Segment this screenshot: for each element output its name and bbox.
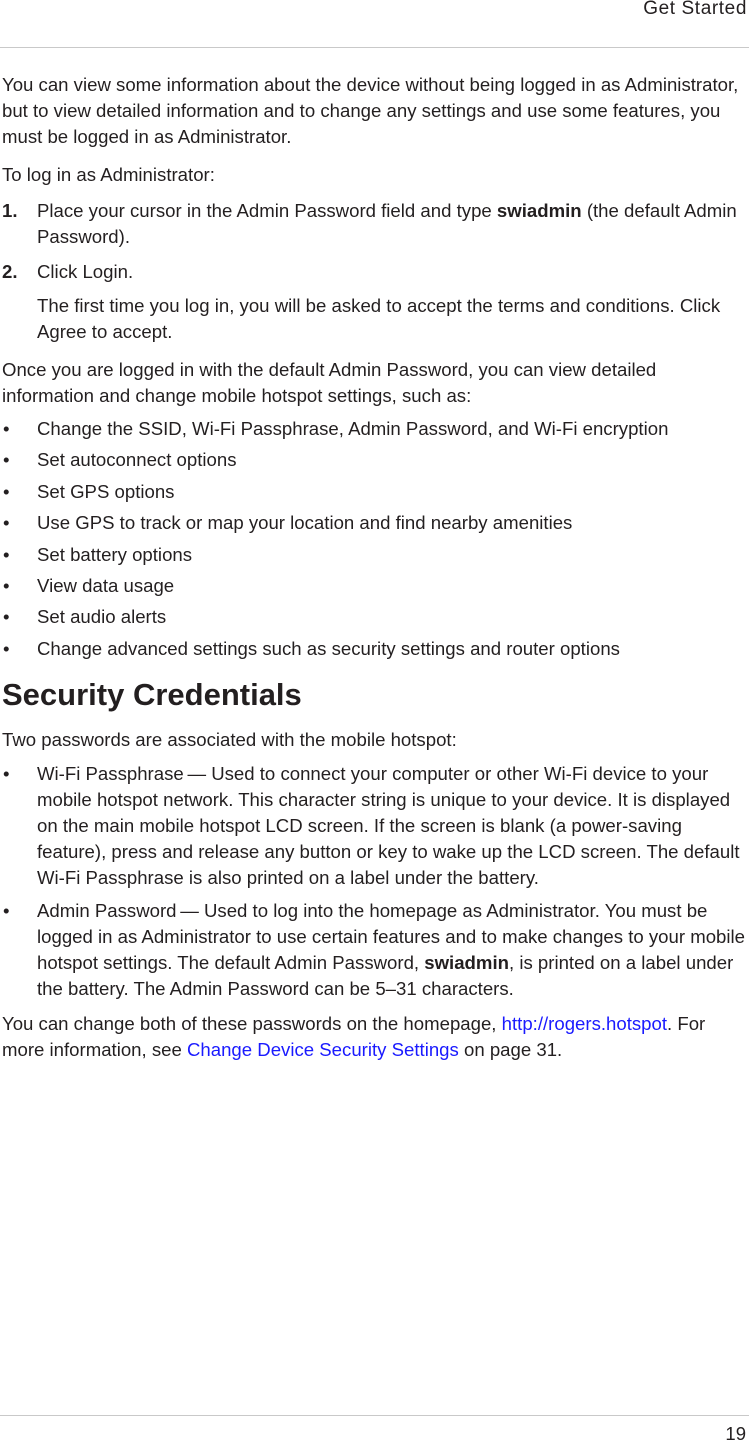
list-item: [2, 636, 747, 662]
bullet: •: [3, 480, 10, 502]
list-item: [2, 542, 747, 568]
outro-paragraph: [2, 1011, 747, 1063]
outro-text: on page 31.: [458, 1038, 563, 1060]
logged-in-intro: Once you are logged in with the default Admin Password, you can view detailed information and change mobile hotspot settings, such as:: [2, 359, 657, 406]
step-2: [2, 259, 747, 285]
default-password: swiadmin: [496, 200, 582, 221]
page-content: [2, 72, 747, 1063]
security-intro: Two passwords are associated with the mobile hotspot:: [2, 728, 457, 750]
list-item-text: Set GPS options: [37, 480, 175, 502]
login-intro: To log in as Administrator:: [2, 164, 215, 185]
intro-paragraph: You can view some information about the device without being logged in as Administrator, but to view detailed information and to change any settings and use some features, you must be logged in as Administrator.: [2, 74, 739, 147]
list-item-text: Change advanced settings such as security settings and router options: [37, 637, 620, 659]
wifi-passphrase-text: Wi-Fi Passphrase — Used to connect your computer or other Wi-Fi device to your mobile hotspot network. This character string is unique to your device. It is displayed on the main mobile hotspot LCD screen. If the screen is blank (a power-saving feature), press and release any button or key to wake up the LCD screen. The default Wi-Fi Passphrase is also printed on a label under the battery.: [37, 762, 740, 888]
step-text: Place your cursor in the Admin Password field and type: [37, 200, 497, 221]
bullet: •: [3, 899, 10, 921]
list-item: [2, 416, 747, 442]
list-item-text: Set autoconnect options: [37, 449, 237, 471]
footer-divider: [0, 1415, 749, 1416]
default-password: swiadmin: [424, 951, 509, 973]
list-item: [2, 510, 747, 536]
step-text: Click Login.: [37, 261, 134, 282]
bullet: •: [3, 637, 10, 659]
outro-text: You can change both of these passwords on the homepage,: [2, 1012, 502, 1034]
list-item-text: Set audio alerts: [37, 606, 167, 628]
step-2-note: The first time you log in, you will be asked to accept the terms and conditions. Click Agree to accept.: [37, 295, 721, 342]
page-number: 19: [725, 1423, 746, 1444]
step-number: 2.: [2, 261, 18, 282]
step-1: [2, 198, 747, 250]
bullet: •: [3, 543, 10, 565]
page-header-title: Get Started: [643, 0, 747, 19]
section-heading: Security Credentials: [2, 676, 302, 712]
list-item: [2, 898, 747, 1002]
list-item-text: View data usage: [37, 574, 175, 596]
list-item-text: Change the SSID, Wi-Fi Passphrase, Admin Password, and Wi-Fi encryption: [37, 418, 669, 439]
list-item: [2, 604, 747, 630]
homepage-link[interactable]: http://rogers.hotspot: [501, 1012, 668, 1034]
admin-password-text: , is printed on a label under the battery. The Admin Password can be 5–31 characters.: [37, 951, 734, 999]
list-item-text: Use GPS to track or map your location and find nearby amenities: [37, 512, 573, 534]
outro-text: . For more information, see: [2, 1012, 706, 1060]
step-text: (the default Admin Password).: [37, 200, 737, 247]
settings-list: [2, 416, 747, 662]
bullet: •: [3, 512, 10, 534]
step-number: 1.: [2, 200, 18, 221]
list-item: [2, 761, 747, 891]
bullet: •: [3, 449, 10, 471]
list-item: [2, 573, 747, 599]
admin-password-text: Admin Password — Used to log into the homepage as Administrator. You must be logged in as Administrator to use certain features and to make changes to your mobile hotspot settings. The default Admin Password,: [37, 899, 745, 973]
security-settings-link[interactable]: Change Device Security Settings: [186, 1038, 459, 1060]
list-item: [2, 447, 747, 473]
bullet: •: [3, 574, 10, 596]
bullet: •: [3, 762, 10, 784]
bullet: •: [3, 606, 10, 628]
header-divider: [0, 47, 749, 48]
list-item: [2, 479, 747, 505]
bullet: •: [3, 418, 10, 439]
list-item-text: Set battery options: [37, 543, 193, 565]
passwords-list: [2, 761, 747, 1002]
